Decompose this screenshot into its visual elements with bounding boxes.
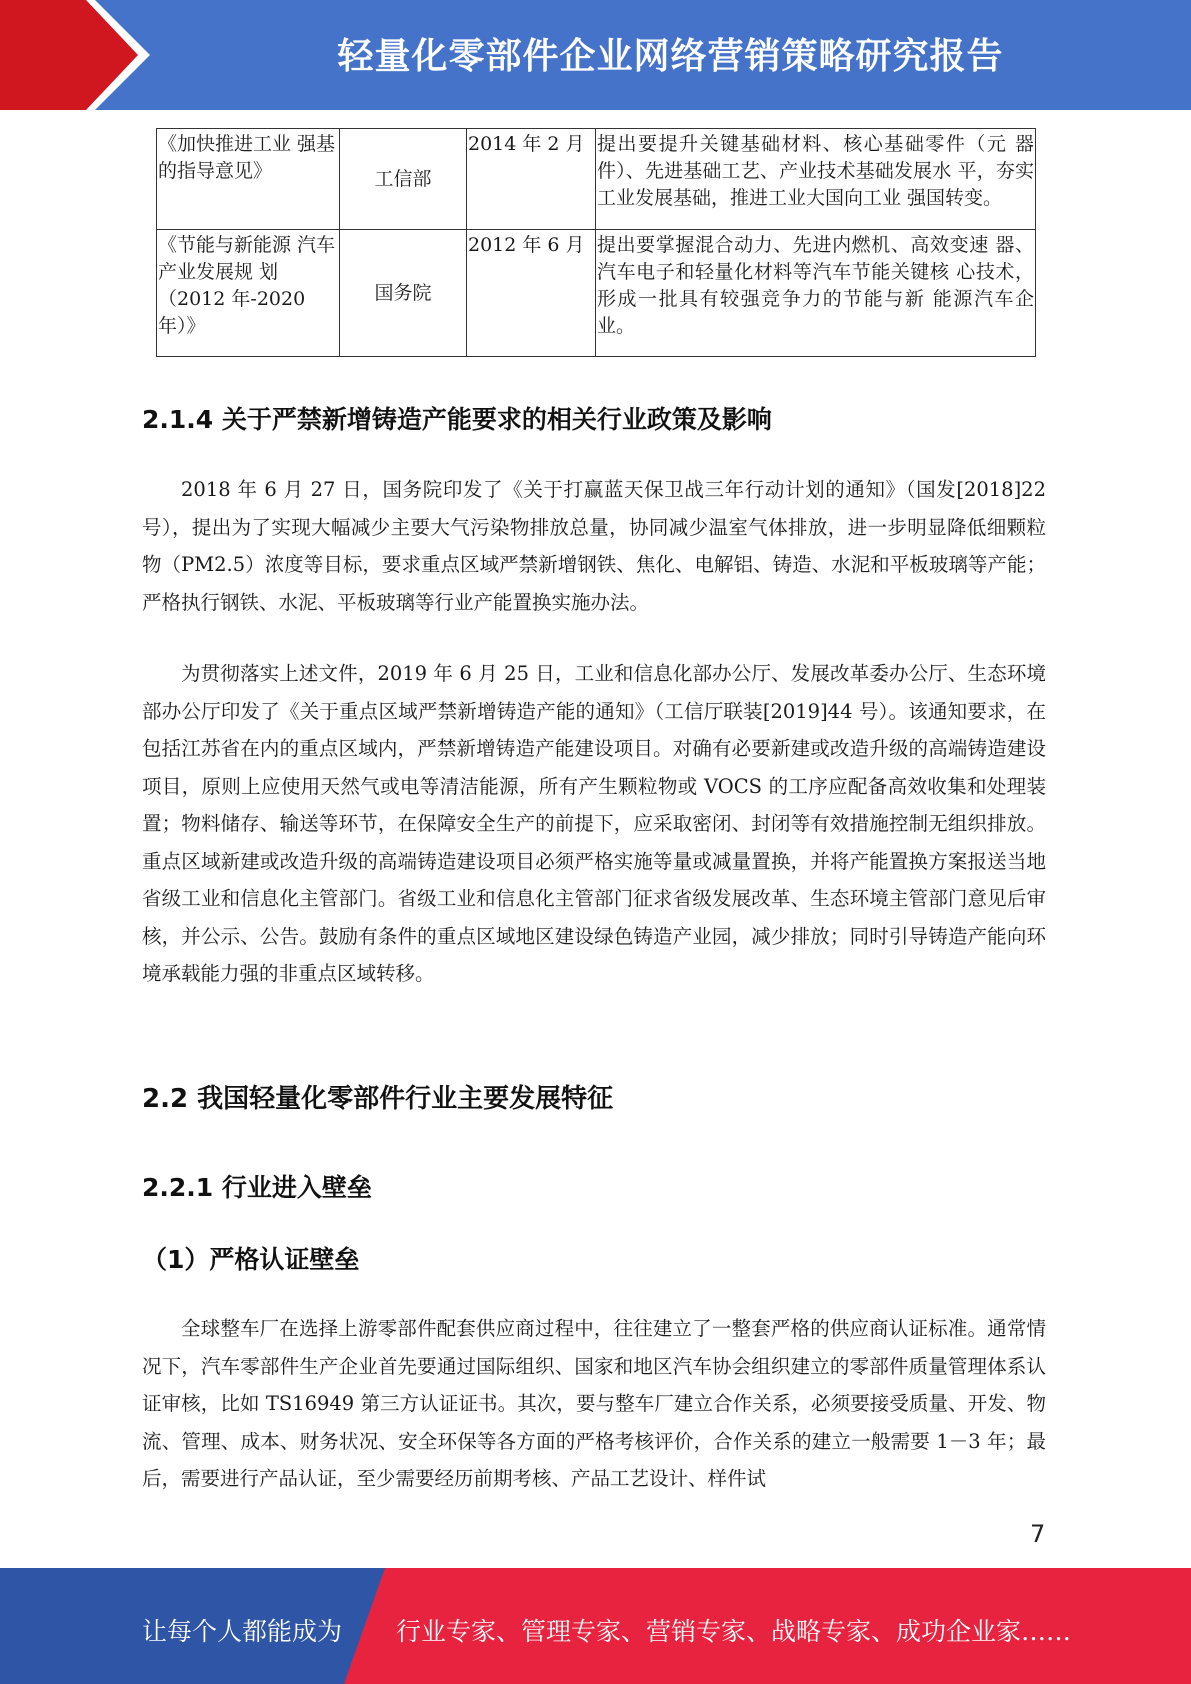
policy-dept-cell: 国务院 <box>340 230 467 357</box>
policy-content-cell: 提出要掌握混合动力、先进内燃机、高效变速 器、汽车电子和轻量化材料等汽车节能关键核 心技术，形成一批具有较强竞争力的节能与新 能源汽车企业。 <box>596 230 1036 357</box>
header-arrow-red <box>0 0 138 110</box>
footer-slogan-left: 让每个人都能成为 <box>142 1617 343 1646</box>
header-title: 轻量化零部件企业网络营销策略研究报告 <box>337 36 1004 77</box>
policy-table <box>156 128 1036 357</box>
subheading-certification-barrier: （1）严格认证壁垒 <box>142 1245 360 1274</box>
policy-date-cell: 2012 年 6 月 <box>467 230 596 357</box>
section-heading-2-2-1: 2.2.1 行业进入壁垒 <box>142 1173 372 1202</box>
page-number: 7 <box>1030 1520 1046 1548</box>
table-row <box>157 129 1036 230</box>
body-paragraph: 为贯彻落实上述文件，2019 年 6 月 25 日，工业和信息化部办公厅、发展改革委办公厅、生态环境部办公厅印发了《关于重点区域严禁新增铸造产能的通知》（工信厅联装[2019]44 号）。该通知要求，在包括江苏省在内的重点区域内，严禁新增铸造产能建设项目。对确有必要新建或改造升级的高端铸造建设项目，原则上应使用天然气或电等清洁能源，所有产生颗粒物或 VOCS 的工序应配备高效收集和处理装置；物料储存、输送等环节，在保障安全生产的前提下，应采取密闭、封闭等有效措施控制无组织排放。重点区域新建或改造升级的高端铸造建设项目必须严格实施等量或减量置换，并将产能置换方案报送当地省级工业和信息化主管部门。省级工业和信息化主管部门征求省级发展改革、生态环境主管部门意见后审核，并公示、公告。鼓励有条件的重点区域地区建设绿色铸造产业园，减少排放；同时引导铸造产能向环境承载能力强的非重点区域转移。 <box>142 662 1046 985</box>
policy-content-cell: 提出要提升关键基础材料、核心基础零件（元 器件）、先进基础工艺、产业技术基础发展水 平，夯实工业发展基础，推进工业大国向工业 强国转变。 <box>596 129 1036 230</box>
table-row <box>157 230 1036 357</box>
policy-date-cell: 2014 年 2 月 <box>467 129 596 230</box>
page-footer <box>0 1568 1191 1684</box>
policy-name-cell: 《节能与新能源 汽车产业发展规 划（2012 年-2020 年）》 <box>157 230 340 357</box>
policy-name-cell: 《加快推进工业 强基的指导意见》 <box>157 129 340 230</box>
body-paragraph: 2018 年 6 月 27 日，国务院印发了《关于打赢蓝天保卫战三年行动计划的通知》（国发[2018]22 号），提出为了实现大幅减少主要大气污染物排放总量，协同减少温室气体排放，进一步明显降低细颗粒物（PM2.5）浓度等目标，要求重点区域严禁新增钢铁、焦化、电解铝、铸造、水泥和平板玻璃等产能；严格执行钢铁、水泥、平板玻璃等行业产能置换实施办法。 <box>142 478 1046 614</box>
body-paragraph: 全球整车厂在选择上游零部件配套供应商过程中，往往建立了一整套严格的供应商认证标准。通常情况下，汽车零部件生产企业首先要通过国际组织、国家和地区汽车协会组织建立的零部件质量管理体系认证审核，比如 TS16949 第三方认证证书。其次，要与整车厂建立合作关系，必须要接受质量、开发、物流、管理、成本、财务状况、安全环保等各方面的严格考核评价，合作关系的建立一般需要 1－3 年；最后，需要进行产品认证，至少需要经历前期考核、产品工艺设计、样件试 <box>142 1317 1046 1490</box>
footer-slogan-right: 行业专家、管理专家、营销专家、战略专家、成功企业家…… <box>396 1617 1072 1646</box>
section-heading-2-1-4: 2.1.4 关于严禁新增铸造产能要求的相关行业政策及影响 <box>142 405 772 434</box>
section-heading-2-2: 2.2 我国轻量化零部件行业主要发展特征 <box>142 1084 614 1114</box>
policy-dept-cell: 工信部 <box>340 129 467 230</box>
page-header <box>0 0 1191 110</box>
